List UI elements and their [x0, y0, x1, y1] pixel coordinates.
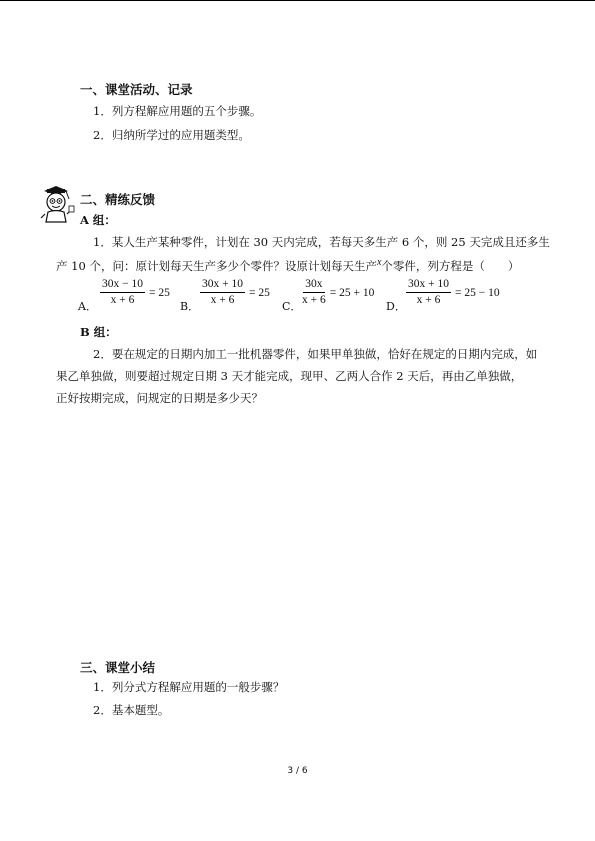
option-a-letter: A．: [78, 300, 97, 313]
option-d-equation: [406, 278, 500, 307]
question1-line1: 1．某人生产某种零件，计划在 30 天内完成，若每天多生产 6 个，则 25 天完成且还多生: [93, 235, 550, 249]
option-c-numerator: 30x: [303, 278, 324, 293]
page-number: 3 / 6: [287, 766, 308, 776]
option-d-rhs: = 25 − 10: [455, 286, 500, 299]
option-b-denominator: x + 6: [210, 294, 235, 306]
top-rule: [0, 0, 595, 1]
section3-item-1: 1．列分式方程解应用题的一般步骤？: [93, 680, 285, 694]
question1-variable: x: [376, 257, 382, 268]
question2-line2: 果乙单独做，则要超过规定日期 3 天才能完成，现甲、乙两人合作 2 天后，再由乙单独做，: [56, 369, 523, 383]
section3-title: 三、课堂小结: [80, 660, 156, 675]
option-a-denominator: x + 6: [110, 294, 135, 306]
option-d-numerator: 30x + 10: [406, 278, 451, 293]
student-mascot-icon: [36, 184, 76, 224]
option-b-numerator: 30x + 10: [200, 278, 245, 293]
question1-line2-start: 产 10 个，问：原计划每天生产多少个零件？设原计划每天生产: [56, 258, 377, 273]
option-c-denominator: x + 6: [302, 294, 326, 306]
option-b-letter: B．: [180, 300, 200, 313]
option-c-rhs: = 25 + 10: [329, 286, 375, 299]
option-c-equation: [302, 278, 374, 307]
option-a-rhs: = 25: [149, 286, 170, 299]
question2-line3: 正好按期完成，问规定的日期是多少天？: [56, 391, 263, 405]
section1-item-2: 2．归纳所学过的应用题类型。: [93, 128, 250, 142]
question1-line2: [56, 256, 519, 273]
option-d-letter: D．: [386, 300, 406, 313]
section1-title: 一、课堂活动、记录: [80, 82, 193, 97]
option-d-denominator: x + 6: [416, 294, 441, 306]
option-b-rhs: = 25: [249, 286, 270, 299]
section2-title: 二、精练反馈: [80, 192, 156, 207]
question2-line1: 2．要在规定的日期内加工一批机器零件，如果甲单独做，恰好在规定的日期内完成，如: [93, 347, 538, 361]
group-b-label: B 组：: [80, 325, 117, 339]
group-a-label: A 组：: [80, 213, 116, 227]
section1-item-1: 1．列方程解应用题的五个步骤。: [93, 104, 262, 118]
question1-line2-end: 个零件，列方程是（ ）: [381, 258, 520, 273]
option-b-equation: [200, 278, 270, 307]
option-a-numerator: 30x − 10: [100, 278, 145, 293]
option-a-equation: [100, 278, 170, 307]
option-c-letter: C．: [282, 300, 302, 313]
section3-item-2: 2．基本题型。: [93, 703, 170, 717]
